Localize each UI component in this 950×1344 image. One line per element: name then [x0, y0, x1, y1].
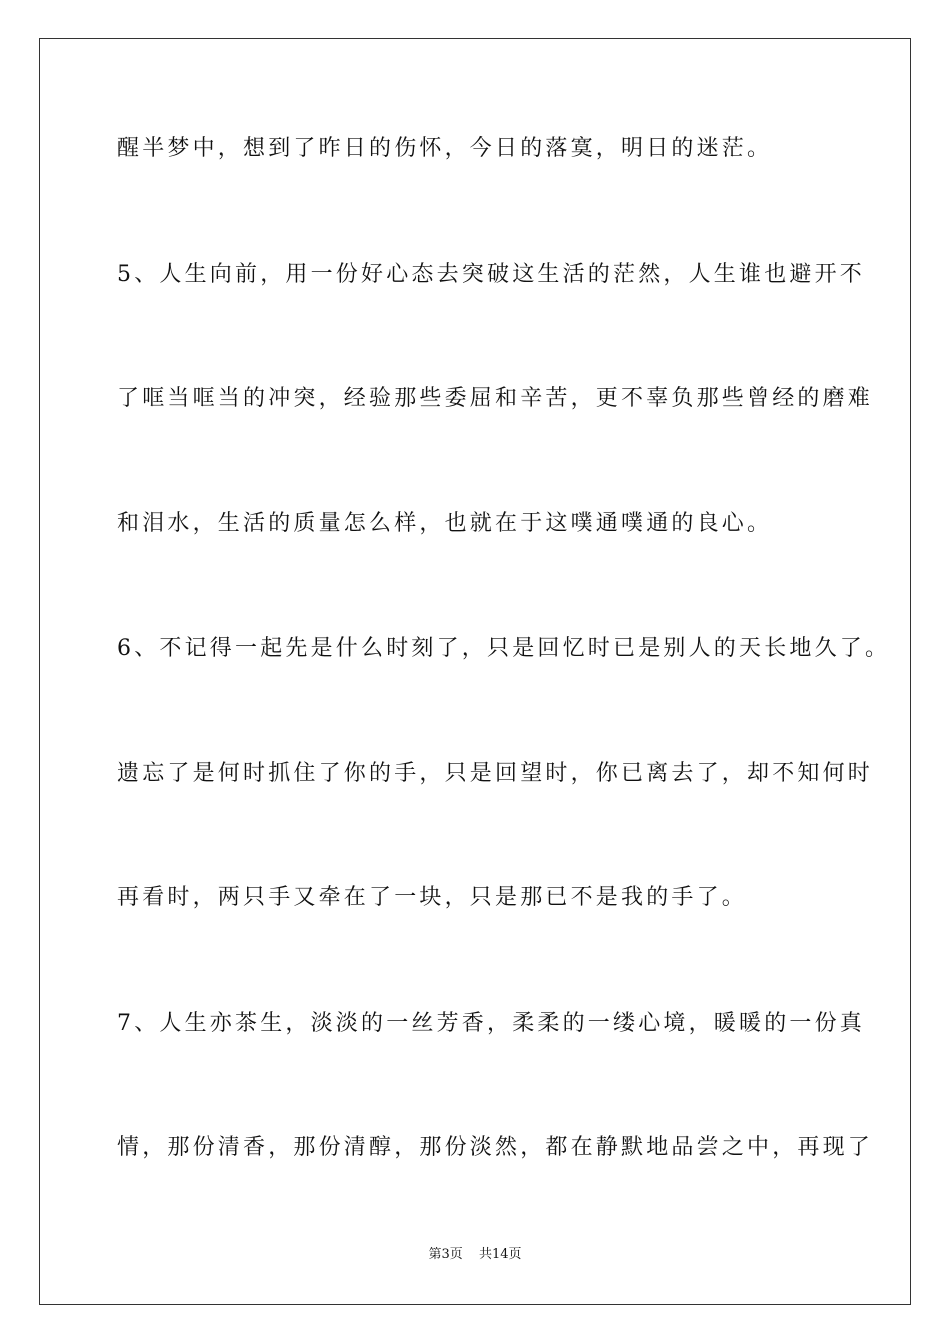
body-text-line: 遗忘了是何时抓住了你的手，只是回望时，你已离去了，却不知何时	[117, 761, 874, 786]
body-text-line: 情，那份清香，那份清醇，那份淡然，都在静默地品尝之中，再现了	[117, 1135, 874, 1160]
page-border	[39, 38, 911, 1305]
body-text-line: 醒半梦中，想到了昨日的伤怀，今日的落寞，明日的迷茫。	[117, 136, 773, 161]
body-text-line: 再看时，两只手又牵在了一块，只是那已不是我的手了。	[117, 885, 748, 910]
total-pages: 共14页	[478, 1247, 522, 1262]
body-text-line: 和泪水，生活的质量怎么样，也就在于这噗通噗通的良心。	[117, 511, 773, 536]
page-footer	[0, 1246, 950, 1264]
page-number: 第3页	[428, 1247, 463, 1262]
body-text-line: 7、人生亦茶生，淡淡的一丝芳香，柔柔的一缕心境，暖暖的一份真	[117, 1011, 865, 1036]
body-text-line: 5、人生向前，用一份好心态去突破这生活的茫然，人生谁也避开不	[117, 262, 865, 287]
body-text-line: 6、不记得一起先是什么时刻了，只是回忆时已是别人的天长地久了。	[117, 636, 891, 661]
body-text-line: 了哐当哐当的冲突，经验那些委屈和辛苦，更不辜负那些曾经的磨难	[117, 386, 874, 411]
